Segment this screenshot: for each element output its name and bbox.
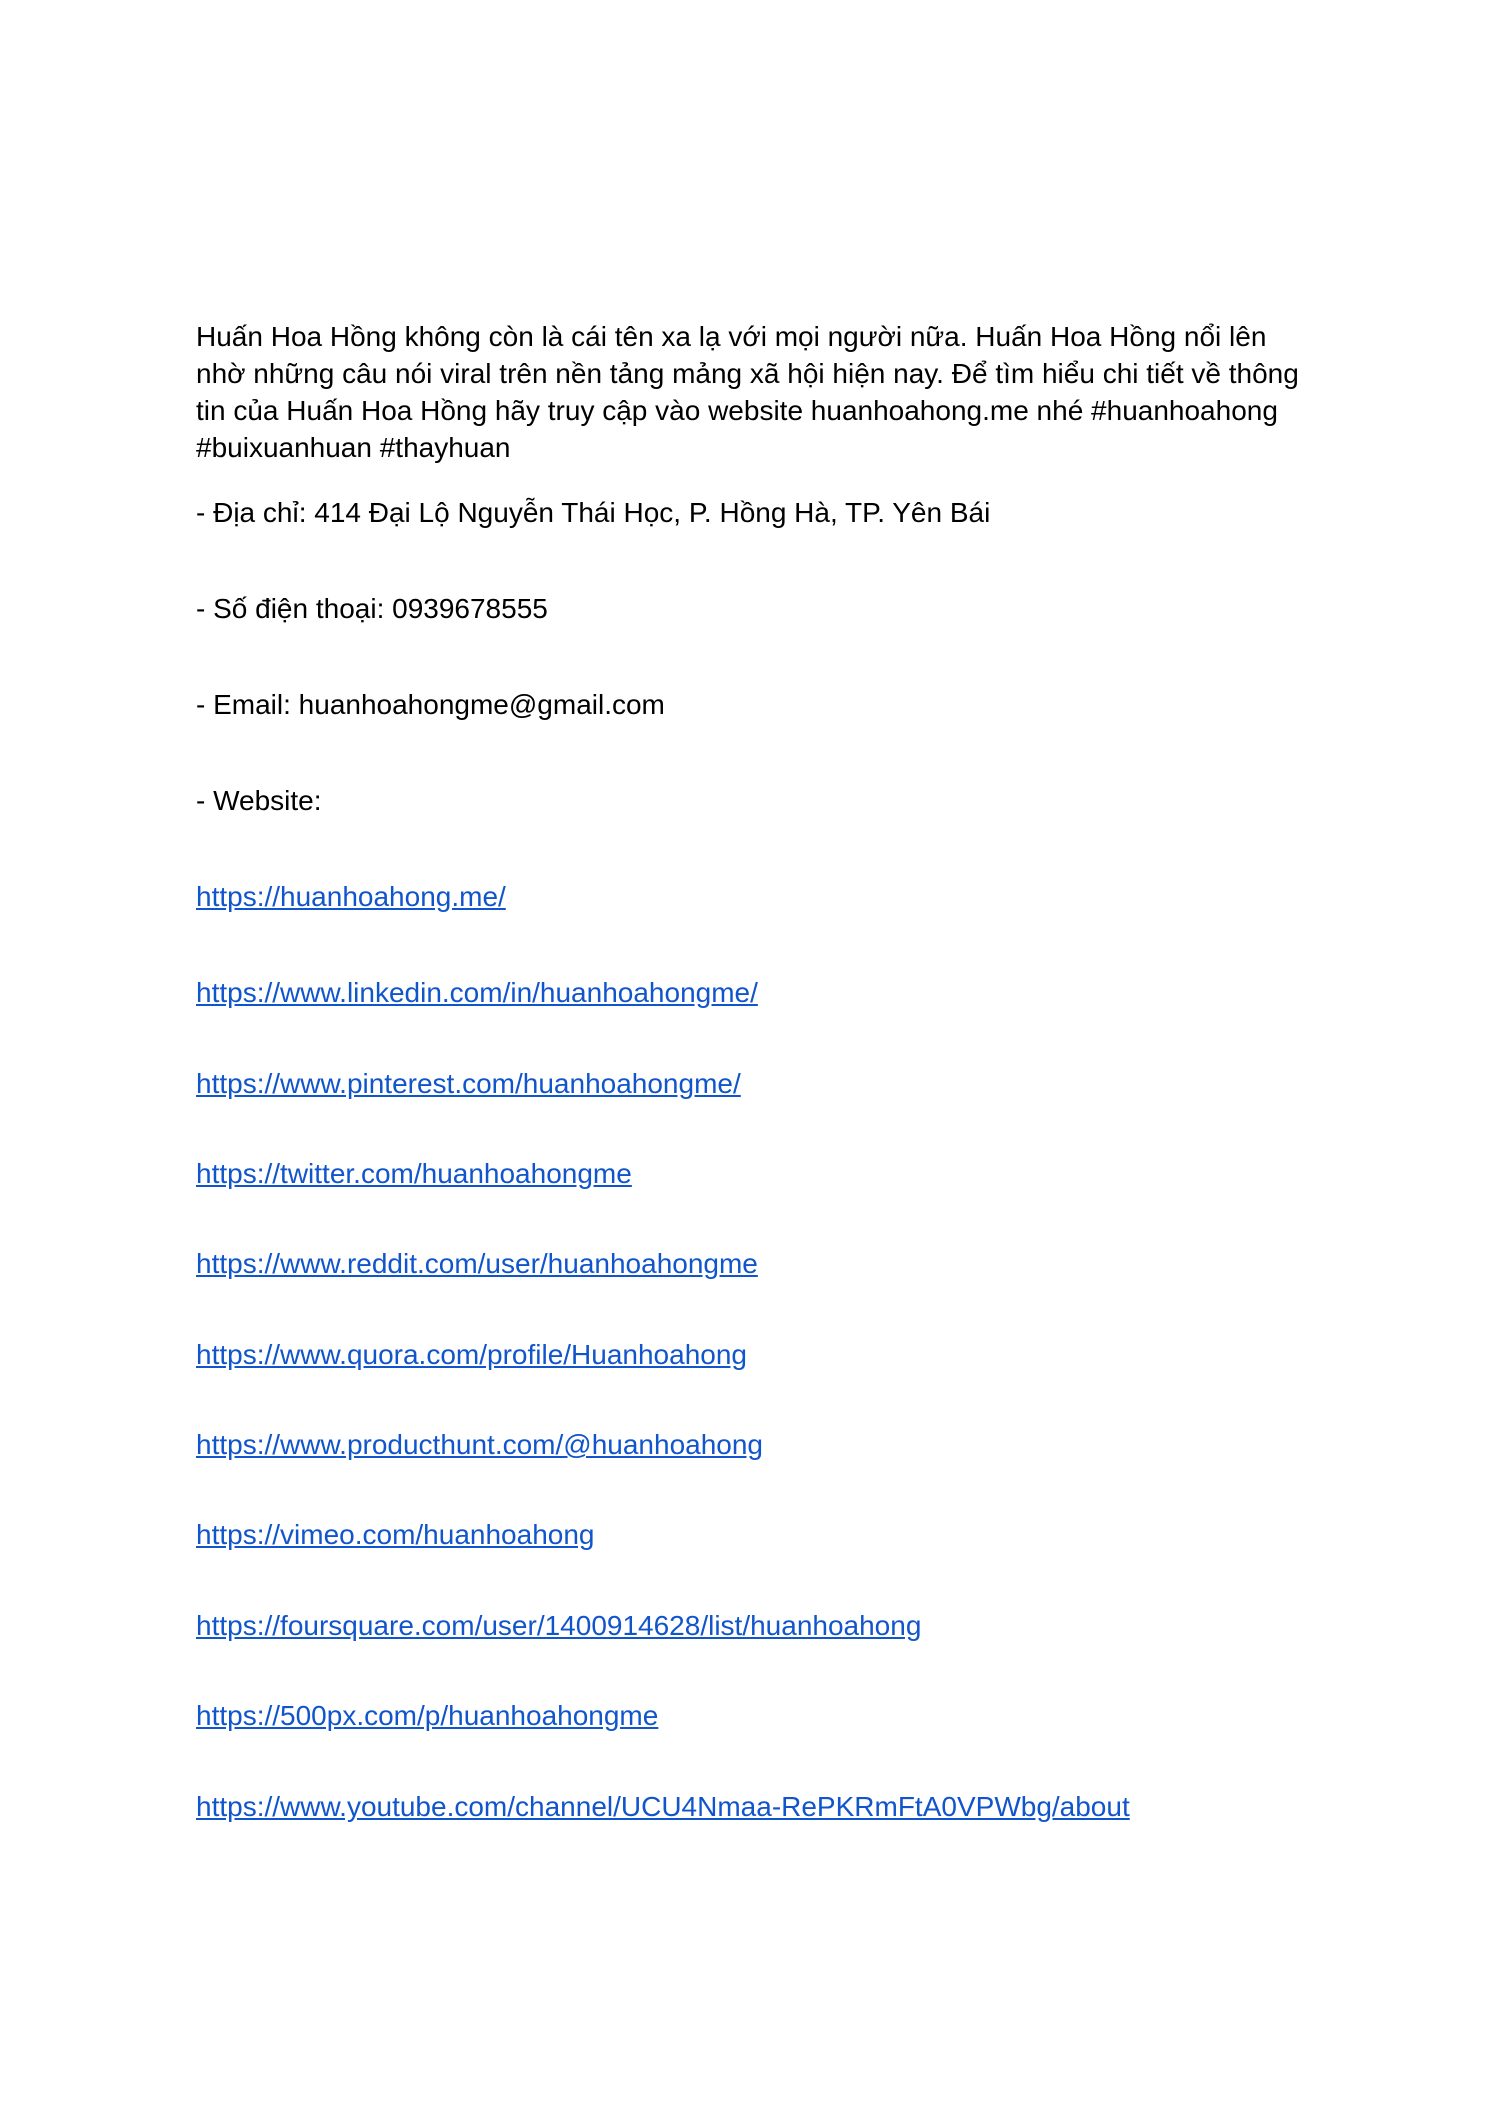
link-huanhoahong[interactable]: https://huanhoahong.me/ xyxy=(196,881,506,912)
link-twitter[interactable]: https://twitter.com/huanhoahongme xyxy=(196,1158,632,1189)
email-line: - Email: huanhoahongme@gmail.com xyxy=(196,689,665,720)
document-body xyxy=(196,318,1316,1822)
link-quora[interactable]: https://www.quora.com/profile/Huanhoahong xyxy=(196,1339,747,1370)
link-pinterest[interactable]: https://www.pinterest.com/huanhoahongme/ xyxy=(196,1068,741,1099)
phone-line: - Số điện thoại: 0939678555 xyxy=(196,593,548,624)
link-producthunt[interactable]: https://www.producthunt.com/@huanhoahong xyxy=(196,1429,763,1460)
link-foursquare[interactable]: https://foursquare.com/user/1400914628/list/huanhoahong xyxy=(196,1610,922,1641)
link-reddit[interactable]: https://www.reddit.com/user/huanhoahongme xyxy=(196,1248,758,1279)
website-label: - Website: xyxy=(196,785,322,816)
link-vimeo[interactable]: https://vimeo.com/huanhoahong xyxy=(196,1519,595,1550)
link-500px[interactable]: https://500px.com/p/huanhoahongme xyxy=(196,1700,659,1731)
link-linkedin[interactable]: https://www.linkedin.com/in/huanhoahongme/ xyxy=(196,977,758,1008)
link-youtube[interactable]: https://www.youtube.com/channel/UCU4Nmaa-RePKRmFtA0VPWbg/about xyxy=(196,1791,1130,1822)
address-line: - Địa chỉ: 414 Đại Lộ Nguyễn Thái Học, P. Hồng Hà, TP. Yên Bái xyxy=(196,497,991,528)
intro-paragraph: Huấn Hoa Hồng không còn là cái tên xa lạ với mọi người nữa. Huấn Hoa Hồng nổi lên nhờ những câu nói viral trên nền tảng mảng xã hội hiện nay. Để tìm hiểu chi tiết về thông tin của Huấn Hoa Hồng hãy truy cập vào website huanhoahong.me nhé #huanhoahong #buixuanhuan #thayhuan xyxy=(196,321,1299,463)
